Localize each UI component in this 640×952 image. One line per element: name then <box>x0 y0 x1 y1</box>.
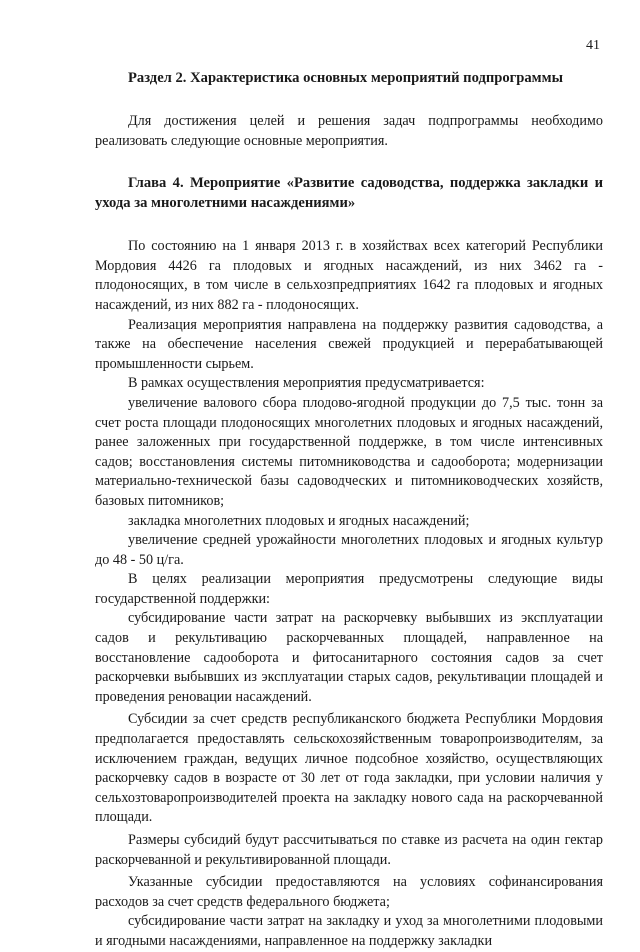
paragraph-planting-subsidy: субсидирование части затрат на закладку и уход за многолетними плодовыми и ягодными насаждениями, направленное на поддержку закладки <box>95 913 603 949</box>
paragraph-planting: закладка многолетних плодовых и ягодных насаждений; <box>128 512 470 529</box>
page-number: 41 <box>586 38 600 53</box>
chapter-title: Глава 4. Мероприятие «Развитие садоводства, поддержка закладки и ухода за многолетними насаждениями» <box>95 175 603 212</box>
paragraph-provisions-intro: В рамках осуществления мероприятия предусматривается: <box>128 375 485 392</box>
text-column <box>95 68 603 952</box>
intro-paragraph: Для достижения целей и решения задач подпрограммы необходимо реализовать следующие основные мероприятия. <box>95 113 603 149</box>
section-title: Раздел 2. Характеристика основных мероприятий подпрограммы <box>128 70 563 86</box>
paragraph-productivity: увеличение средней урожайности многолетних плодовых и ягодных культур до 48 - 50 ц/га. <box>95 532 603 568</box>
paragraph-cofinancing: Указанные субсидии предоставляются на условиях софинансирования расходов за счет средств федерального бюджета; <box>95 874 603 910</box>
paragraph-support-types: В целях реализации мероприятия предусмотрены следующие виды государственной поддержки: <box>95 571 603 607</box>
paragraph-stats: По состоянию на 1 января 2013 г. в хозяйствах всех категорий Республики Мордовия 4426 га плодовых и ягодных насаждений, из них 3462 га - плодоносящих, в том числе в сельхозпредприятиях 1642 га плодовых и ягодных насаждений, из них 882 га - плодоносящих. <box>95 238 603 313</box>
paragraph-uprooting-subsidy: субсидирование части затрат на раскорчевку выбывших из эксплуатации садов и рекультивацию раскорчеванных площадей, направленное на восстановление садооборота и фитосанитарного состояния садов за счет раскорчевки выбывших из эксплуатации старых садов, рекультивации площадей и проведения реновации насаждений. <box>95 610 603 705</box>
paragraph-subsidy-recipients: Субсидии за счет средств республиканского бюджета Республики Мордовия предполагается предоставлять сельскохозяйственным товаропроизводителям, за исключением граждан, ведущих личное подсобное хозяйство, осуществляющих раскорчевку садов в возрасте от 30 лет от года закладки, при условии наличия у сельхозтоваропроизводителей проекта на закладку нового сада на раскорчеванной площади. <box>95 711 603 826</box>
paragraph-yield-increase: увеличение валового сбора плодово-ягодной продукции до 7,5 тыс. тонн за счет роста площади плодоносящих многолетних плодовых и ягодных насаждений, ранее заложенных при государственной поддержке, в том числе интенсивных садов; восстановления системы питомниководства и садооборота; модернизации материально-технической базы садоводческих и питомниководческих хозяйств, базовых питомников; <box>95 394 603 509</box>
paragraph-purpose: Реализация мероприятия направлена на поддержку развития садоводства, а также на обеспечение населения свежей продукцией и перерабатывающей промышленности сырьем. <box>95 316 603 372</box>
paragraph-subsidy-rate: Размеры субсидий будут рассчитываться по ставке из расчета на один гектар раскорчеванной и рекультивированной площади. <box>95 832 603 868</box>
